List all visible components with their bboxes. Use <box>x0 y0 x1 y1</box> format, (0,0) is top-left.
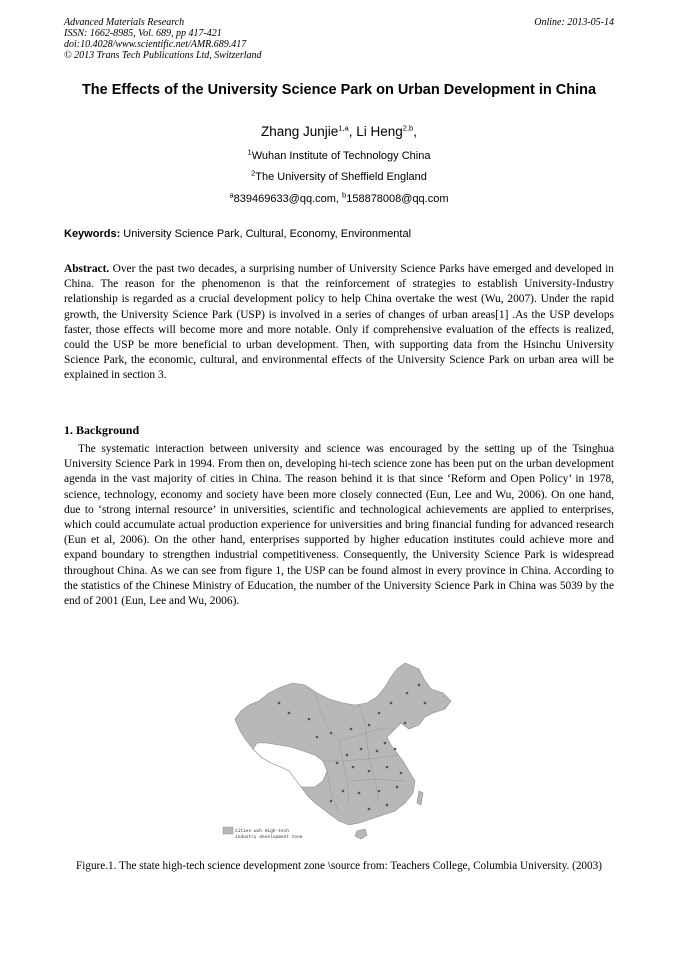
author-1: Zhang Junjie <box>260 124 339 139</box>
online-date: Online: 2013-05-14 <box>534 17 614 28</box>
email-b-sup: b <box>342 190 347 200</box>
affiliation-1-sup: 1 <box>247 147 252 157</box>
author-1-sup: 1,a <box>338 123 349 133</box>
author-tail: , <box>413 124 417 139</box>
email-a: 839469633@qq.com, <box>233 193 343 205</box>
affiliation-1 <box>64 147 614 163</box>
abstract-label: Abstract. <box>64 263 110 275</box>
figure-caption: Figure.1. The state high-tech science development zone \source from: Teachers College, Columbia University. (2003) <box>76 860 602 872</box>
section-heading-background: 1. Background <box>64 423 140 437</box>
abstract <box>64 262 614 384</box>
affiliation-2-text: The University of Sheffield England <box>255 171 427 183</box>
legend-line-2: industry development zone <box>235 835 303 840</box>
emails <box>64 190 614 206</box>
legend-swatch <box>223 827 233 834</box>
background-paragraph: The systematic interaction between university and science was encouraged by the setting up of the Tsinghua University Science Park in 1994. From then on, developing hi-tech science zone has been put on the urban development agenda in the vast majority of cities in China. The reason behind it is that since ‘Reform and Open Policy’ in 1978, science, technology, economy and society have been more closely connected (Eun, Lee and Wu, 2006). On one hand, due to ‘strong internal resource’ in universities, scientific and technological achievements are applied to enterprises, which could accumulate actual production experience for universities and bring financial funding for advanced research (Eun et al, 2006). On the other hand, enterprises supported by higher education institutes could achieve more and expand boundary to strengthen industrial competitiveness. Consequently, the University Science Park is widespread throughout China. As we can see from figure 1, the USP can be found almost in every province in China. According to the statistics of the Chinese Ministry of Education, the number of the University Science Park in China was 5039 by the end of 2001 (Eun, Lee and Wu, 2006). <box>64 443 614 608</box>
affiliation-2 <box>64 168 614 184</box>
copyright: © 2013 Trans Tech Publications Ltd, Switzerland <box>64 50 262 61</box>
email-b: 158878008@qq.com <box>346 193 449 205</box>
china-map-figure <box>219 663 459 853</box>
issn: ISSN: 1662-8985, Vol. 689, pp 417-421 <box>64 28 222 39</box>
taiwan-island <box>417 791 423 805</box>
doi: doi:10.4028/www.scientific.net/AMR.689.417 <box>64 39 247 50</box>
author-2: Li Heng <box>356 124 403 139</box>
paper-title: The Effects of the University Science Park on Urban Development in China <box>81 82 597 98</box>
journal-name: Advanced Materials Research <box>64 17 185 28</box>
affiliation-2-sup: 2 <box>251 168 256 178</box>
email-a-sup: a <box>229 190 234 200</box>
keywords-label: Keywords: <box>64 228 121 240</box>
abstract-text: Over the past two decades, a surprising number of University Science Parks have emerged and developed in China. The reason for the phenomenon is that the reinforcement of strategies to establish University-Industry relationship is regarded as a crucial development policy to help China overtake the west (Wu, 2007). Under the rapid growth, the University Science Park (USP) is involved in a series of changes of urban areas[1] .As the USP develops faster, those effects will become more and more notable. Only if comprehensive evaluation of the effects is realized, could the USP be more beneficial to urban development. Then, with supporting data from the Hsinchu University Science Park, the economic, cultural, and environmental effects of the University Science Park on urban area will be explained in section 3. <box>64 263 614 382</box>
author-separator: , <box>348 124 357 139</box>
keywords-text: University Science Park, Cultural, Economy, Environmental <box>120 228 412 240</box>
keywords <box>64 228 614 241</box>
legend-line-1: Cities wih High-tech <box>235 829 290 834</box>
hainan-island <box>355 829 367 839</box>
affiliation-1-text: Wuhan Institute of Technology China <box>251 150 431 162</box>
author-2-sup: 2,b <box>402 123 414 133</box>
authors <box>64 124 614 140</box>
journal-header <box>64 17 262 61</box>
